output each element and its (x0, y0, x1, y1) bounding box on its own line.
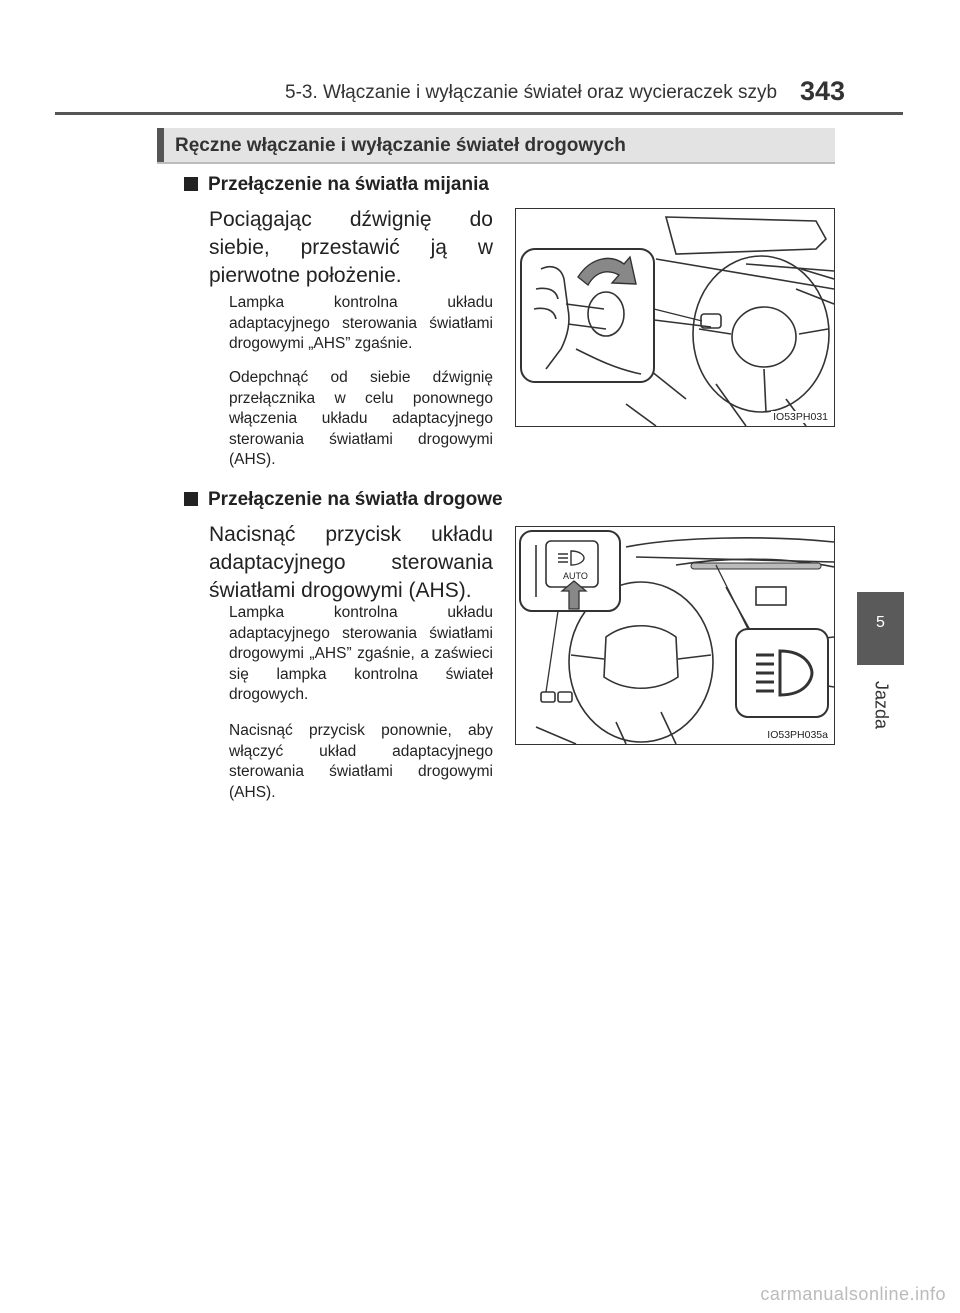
chapter-label: Jazda (871, 680, 891, 730)
header-title: 5-3. Włączanie i wyłączanie świateł oraz wycieraczek szyb (285, 82, 778, 103)
auto-button-illustration (516, 527, 834, 744)
note-paragraph: Lampka kontrolna układu adaptacyjnego sterowania światłami drogowymi „AHS” zgaśnie, a zaświeci się lampka kontrolna świateł drogowych. (229, 604, 493, 703)
note-paragraph: Nacisnąć przycisk ponownie, aby włączyć układ adaptacyjnego sterowania światłami drogowymi (AHS). (229, 722, 493, 801)
section-title: Ręczne włączanie i wyłączanie świateł drogowych (175, 135, 626, 156)
note-paragraph: Lampka kontrolna układu adaptacyjnego sterowania światłami drogowymi „AHS” zgaśnie. (229, 294, 493, 352)
subheading-low-beam (184, 174, 489, 196)
section-accent (157, 128, 164, 162)
figure-lever-pull (515, 208, 835, 427)
chapter-tab (857, 592, 904, 665)
lever-pull-illustration (516, 209, 834, 426)
figure-code: IO53PH035a (767, 729, 828, 741)
figure-code: IO53PH031 (773, 411, 828, 423)
subheading-text: Przełączenie na światła mijania (208, 174, 489, 195)
subheading-text: Przełączenie na światła drogowe (208, 489, 503, 510)
chapter-number: 5 (876, 614, 885, 631)
step-text: Nacisnąć przycisk układu adaptacyjnego sterowania światłami drogowymi (AHS). (209, 523, 493, 602)
subheading-high-beam (184, 489, 503, 511)
step-text: Pociągając dźwignię do siebie, przestawić ją w pierwotne położenie. (209, 208, 493, 287)
chapter-label-wrap (857, 675, 904, 735)
figure-auto-button (515, 526, 835, 745)
square-bullet-icon (184, 492, 198, 506)
auto-button-label: AUTO (563, 571, 588, 581)
square-bullet-icon (184, 177, 198, 191)
page-number: 343 (800, 76, 846, 106)
watermark: carmanualsonline.info (760, 1284, 946, 1304)
section-heading-bar (157, 128, 835, 164)
note-paragraph: Odepchnąć od siebie dźwignię przełącznika w celu ponownego włączenia układu adaptacyjnego sterowania światłami drogowymi (AHS). (229, 369, 493, 468)
header-rule (55, 112, 903, 115)
